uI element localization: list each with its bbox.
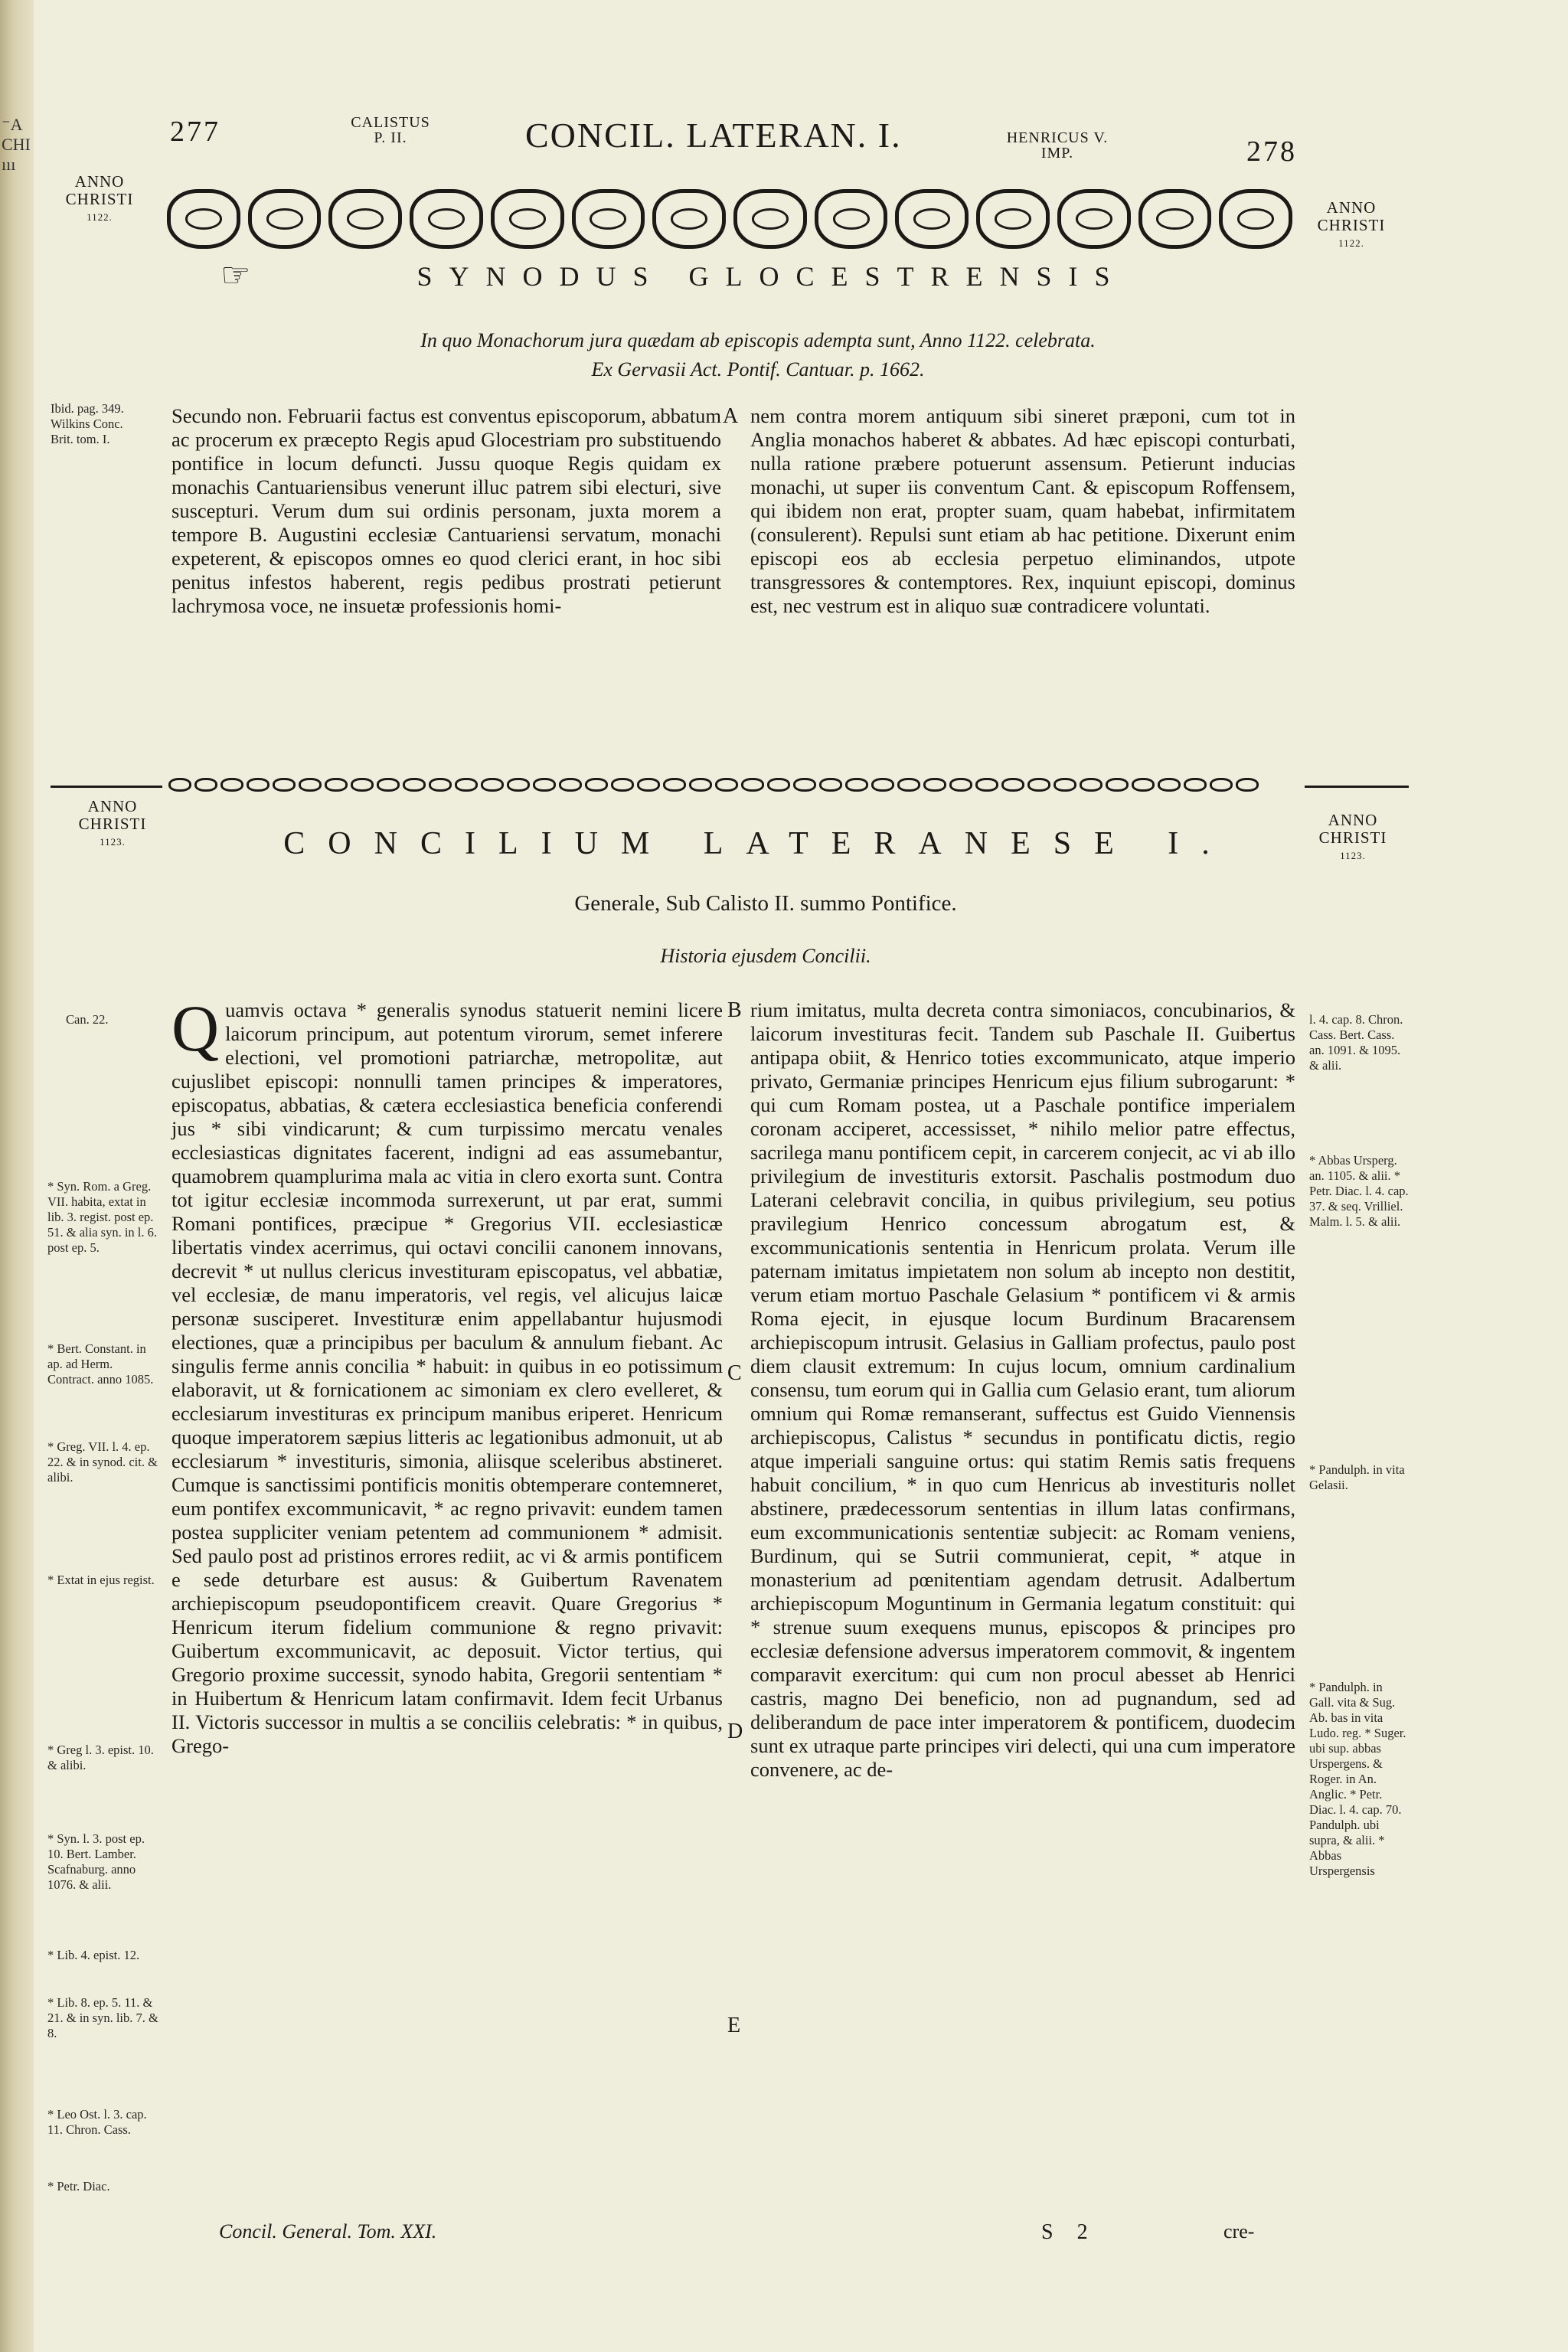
right-note-l4-cap8: l. 4. cap. 8. Chron. Cass. Bert. Cass. an. 1091. & 1095. & alii.: [1309, 1012, 1403, 1073]
page-number-right: 278: [1246, 136, 1297, 168]
right-note-pandulph-gelasii: * Pandulph. in vita Gelasii.: [1309, 1462, 1405, 1492]
rule-right: [1305, 786, 1409, 788]
headpiece-ornament: [167, 182, 1292, 256]
running-title: CONCIL. LATERAN. I.: [525, 116, 902, 155]
concilium-text-right: rium imitatus, multa decreta contra simoniacos, concubinarios, & laicorum investituras fecit. Tandem sub Paschale II. Guibertus antipapa obiit, & Henrico toties excommunicato, atque imperio privato, Germaniæ principes Henricum ejus filium subrogarunt: * qui cum Romam postea, ut a Paschale pontifice imperialem coronam acciperet, accessisset, * nihilo melior patre effectus, sacrilega manu pontificem cepit, in carcerem conjecit, ac vi ab illo privilegium de investituris extorsit. Paschalis postmodum duo Laterani celebravit concilia, in quibus privilegium, seu potius pravilegium Henrico concessum abrogatum est, & excommunicationis sententia in Henricum prolata. Verum ille paternam imitatus impietatem non solum ab incepto non destitit, verum etiam mortuo Paschale Gelasium * pontificem vi & armis Roma ejecit, in ejusque locum Burdinum Bracarensem archiepiscopum intrusit. Gelasius in Galliam profectus, paulo post diem clausit extremum: In cujus locum, omnium cardinalium consensu, tum eorum qui in Gallia cum Gelasio erant, tum aliorum omnium qui Romæ remanserant, suffectus est Guido Viennensis archiepiscopus, Calistus * secundus in pontificatu dictis, regio atque imperiali sanguine ortus: qui statim Remis satis frequens habuit concilium, * in quo cum Henricus ab investituris nollet abstinere, prædecessorum sententias in illum latas confirmans, eum excommunicationis sententiæ subjecit: ac Romam veniens, Burdinum, qui se Sutrii communierat, cepit, * atque in monasterium ad pœnitentiam agendam detrusit. Adalbertum archiepiscopum Moguntinum in Germania legatum constituit: qui * strenue suum exequens munus, episcopos & principes pro ecclesiæ defensione adversus imperatorem commovit, & ingentem comparavit exercitum: qui cum non procul abesset ab Henrici castris, magno Dei beneficio, non ad pugnandum, sed ad deliberandum de pace inter imperatorem & pontificem, duodecim sunt ex utraque parte principes viri delecti, qui una cum imperatore convenere, ac de-: [750, 998, 1295, 1781]
concilium-column-right: [750, 998, 1295, 1782]
pope-name: CALISTUS: [351, 114, 430, 131]
margin-letter-d: D: [727, 1720, 743, 1743]
synodus-column-right: [750, 404, 1295, 618]
ornamental-band: [168, 775, 1292, 795]
emperor-header: [977, 130, 1138, 161]
margin-letter-b: B: [727, 998, 742, 1022]
left-note-lib-8: * Lib. 8. ep. 5. 11. & 21. & in syn. lib. 7. & 8.: [47, 1995, 158, 2040]
signature-mark: S 2: [1041, 2220, 1097, 2244]
anno-christi-left-2: ANNO CHRISTI 1123.: [78, 797, 147, 848]
left-note-greg-vii: * Greg. VII. l. 4. ep. 22. & in synod. cit. & alibi.: [47, 1439, 158, 1485]
anno-christi-right-2: ANNO CHRISTI 1123.: [1318, 811, 1387, 861]
emperor-title: IMP.: [1040, 145, 1074, 162]
left-note-extat: * Extat in ejus regist.: [47, 1573, 155, 1587]
emperor-name: HENRICUS V.: [1006, 129, 1109, 146]
concilium-column-left: [172, 991, 723, 1758]
left-note-greg-l3: * Greg l. 3. epist. 10. & alibi.: [47, 1743, 154, 1772]
anno-christi-right-1: ANNO CHRISTI 1122.: [1317, 198, 1386, 249]
section-title-synodus: SYNODUS GLOCESTRENSIS: [416, 261, 1127, 292]
anno-christi-left-1: ANNO CHRISTI 1122.: [65, 172, 134, 223]
concilium-text-left: Quamvis octava * generalis synodus statuerit nemini licere laicorum principum, aut potentum virorum, semet inferere electioni, vel promotioni patriarchæ, metropolitæ, aut cujuslibet episcopi: nonnulli tamen principes & imperatores, episcopatus, abbatias, & cætera ecclesiastica beneficia conferendi jus * sibi vindicarunt; & cum turpissimo mercatu venales ecclesiasticas dignitates facerent, indigni ad eas assumebantur, quamobrem quamplurima mala ac vitia in clero exorta sunt. Contra tot igitur ecclesiæ incommoda surrexerunt, ut par erat, summi Romani pontifices, præcipue * Gregorius VII. ecclesiasticæ libertatis vindex acerrimus, qui octavi concilii canonem innovans, decrevit * ut nullus clericus investituram episcopatus, vel abbatiæ, vel ecclesiæ, de manu imperatoris, vel regis, vel alicujus laicæ personæ susciperet. Investituræ enim appellabantur hujusmodi electiones, quæ a principibus per baculum & annulum fiebant. Ac singulis ferme annis concilia * habuit: in quibus in eo potissimum elaboravit, ut & fornicationem ac simoniam ex clero evelleret, & ecclesiarum investituras ex principum manibus eriperet. Henricum quoque imperatorem sæpius litteris ac legationibus admonuit, ut ab ecclesiarum * investituris, simonia, aliisque sceleribus abstineret. Cumque is sanctissimi pontificis monitis obtemperare contemneret, eum pontifex excommunicavit, * ac regno privavit: eundem tamen postea suppliciter veniam petentem ad communionem * admisit. Sed paulo post ad pristinos errores rediit, ac vi & armis pontificem e sede deturbare est ausus: & Guibertum Ravenatem archiepiscopum pseudopontificem creavit. Quare Gregorius * Henricum iterum fidelium communione & regno privavit: Guibertum excommunicavit, ac deposuit. Victor tertius, qui Gregorio proxime successit, synodo habita, Gregorii sententiam * in Huibertum & Henricum latam confirmavit. Idem fecit Urbanus II. Victoris successor in multis a se conciliis celebratis: * in quibus, Grego-: [172, 991, 723, 1757]
left-note-can-22: Can. 22.: [66, 1012, 109, 1027]
pope-header: [329, 115, 452, 145]
synodus-column-left: [172, 404, 721, 618]
margin-letter-e: E: [727, 2014, 741, 2037]
left-note-leo-ost: * Leo Ost. l. 3. cap. 11. Chron. Cass.: [47, 2107, 147, 2137]
pope-number: P. II.: [374, 129, 407, 146]
binding-text: ⁻A CHI ııı: [2, 115, 31, 174]
synodus-subtitle-1: In quo Monachorum jura quædam ab episcopis adempta sunt, Anno 1122. celebrata.: [420, 329, 1096, 351]
left-note-syn-rom: * Syn. Rom. a Greg. VII. habita, extat in lib. 3. regist. post ep. 51. & alia syn. in l. 6. post ep. 5.: [47, 1179, 157, 1255]
rule-left: [51, 786, 162, 788]
pointing-hand-icon: ☞: [220, 256, 251, 294]
margin-letter-a: A: [723, 404, 739, 428]
right-note-pandulph-gall: * Pandulph. in Gall. vita & Sug. Ab. bas in vita Ludo. reg. * Suger. ubi sup. abbas Urspergens. & Roger. in An. Anglic. * Petr. Diac. l. 4. cap. 70. Pandulph. ubi supra, & alii. * Abbas Urspergensis: [1309, 1680, 1406, 1878]
left-note-syn-l3: * Syn. l. 3. post ep. 10. Bert. Lamber. Scafnaburg. anno 1076. & alii.: [47, 1831, 145, 1892]
page-number-left: 277: [170, 116, 220, 148]
left-note-petr-diac: * Petr. Diac.: [47, 2179, 110, 2194]
section-title-concilium: CONCILIUM LATERANESE I.: [283, 826, 1233, 861]
footer-volume: Concil. General. Tom. XXI.: [219, 2220, 437, 2243]
synodus-text-left: Secundo non. Februarii factus est conventus episcoporum, abbatum ac procerum ex præcepto Regis apud Glocestriam pro substituendo pontifice in locum defuncti. Jussu quoque Regis quidam ex monachis Cantuariensibus venerunt illuc patrem sibi electuri, sive suscepturi. Verum dum sui ordinis personam, juxta morem a tempore B. Augustini ecclesiæ Cantuariensi servatum, monachi expeterent, & episcopos omnes eo quod clerici erant, in hoc sibi penitus infestos haberent, regis pedibus prostrati petierunt lachrymosa voce, ne insuetæ professionis homi-: [172, 404, 721, 617]
historia-heading: Historia ejusdem Concilii.: [660, 945, 871, 967]
left-note-lib-4: * Lib. 4. epist. 12.: [47, 1948, 140, 1962]
concilium-subtitle: Generale, Sub Calisto II. summo Pontifice.: [574, 891, 957, 916]
synodus-subtitle-2: Ex Gervasii Act. Pontif. Cantuar. p. 1662.: [591, 358, 925, 381]
catchword: cre-: [1223, 2220, 1255, 2243]
right-note-abbas-ursperg: * Abbas Ursperg. an. 1105. & alii. * Petr. Diac. l. 4. cap. 37. & seq. Vrilliel. Malm. l. 5. & alii.: [1309, 1153, 1409, 1229]
synodus-text-right: nem contra morem antiquum sibi sineret præponi, cum tot in Anglia monachos haberet & abbates. Ad hæc episcopi conturbati, nulla ratione præbere potuerunt assensum. Petierunt inducias monachi, ut super iis conventum Cant. & episcopum Roffensem, qui ibidem non erat, propter suam, quam habebat, infirmitatem (consulerent). Repulsi sunt etiam ab hac petitione. Dixerunt enim episcopi eos ab ecclesia perpetuo eliminandos, utpote transgressores & contemptores. Rex, inquiunt episcopi, dominus est, nec vestrum est in aliquo suæ contradicere voluntati.: [750, 404, 1295, 617]
sidenote-ibid: Ibid. pag. 349. Wilkins Conc. Brit. tom. I.: [51, 401, 124, 446]
left-note-bert-constant: * Bert. Constant. in ap. ad Herm. Contract. anno 1085.: [47, 1341, 154, 1387]
page-binding-strip: [0, 0, 34, 2352]
drop-cap-q: Q: [172, 991, 220, 1065]
margin-letter-c: C: [727, 1361, 742, 1385]
